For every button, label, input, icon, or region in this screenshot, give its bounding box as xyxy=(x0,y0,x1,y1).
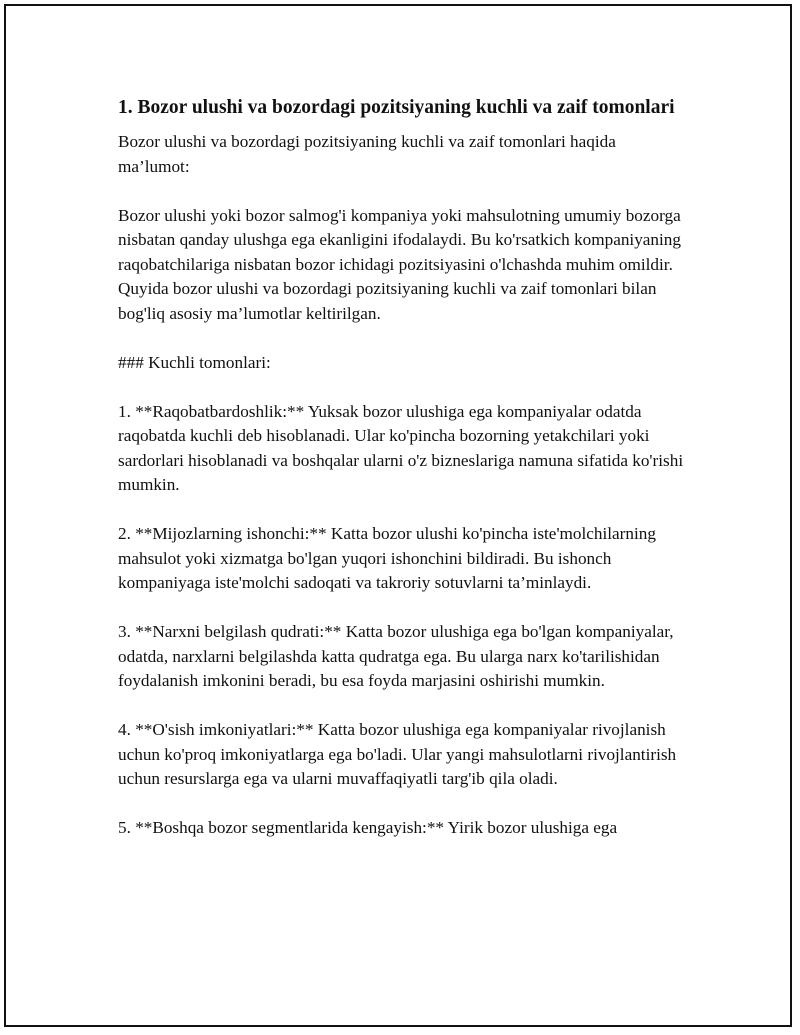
list-item-2: 2. **Mijozlarning ishonchi:** Katta bozor ulushi ko'pincha iste'molchilarning mahsulot yoki xizmatga bo'lgan yuqori ishonchini bildiradi. Bu ishonch kompaniyaga iste'molchi sadoqati va takroriy sotuvlarni ta’minlaydi. xyxy=(118,524,656,592)
list-item-5: 5. **Boshqa bozor segmentlarida kengayish:** Yirik bozor ulushiga ega xyxy=(118,818,618,837)
list-item-4: 4. **O'sish imkoniyatlari:** Katta bozor ulushiga ega kompaniyalar rivojlanish uchun ko'proq imkoniyatlarga ega bo'ladi. Ular yangi mahsulotlarni rivojlantirish uchun resurslarga ega va ularni muvaffaqiyatli targ'ib qila oladi. xyxy=(118,720,677,788)
list-item-3: 3. **Narxni belgilash qudrati:** Katta bozor ulushiga ega bo'lgan kompaniyalar, odatda, narxlarni belgilashda katta qudratga ega. Bu ularga narx ko'tarilishidan foydalanish imkonini beradi, bu esa foyda marjasini oshirishi mumkin. xyxy=(118,622,674,690)
document-title: 1. Bozor ulushi va bozordagi pozitsiyaning kuchli va zaif tomonlari xyxy=(118,97,675,118)
list-item-1: 1. **Raqobatbardoshlik:** Yuksak bozor ulushiga ega kompaniyalar odatda raqobatda kuchli deb hisoblanadi. Ular ko'pincha bozorning yetakchilari yoki sardorlari hisoblanadi va boshqalar ularni o'z bizneslariga namuna sifatida ko'rishi mumkin. xyxy=(118,401,684,494)
definition-paragraph: Bozor ulushi yoki bozor salmog'i kompaniya yoki mahsulotning umumiy bozorga nisbatan qanday ulushga ega ekanligini ifodalaydi. Bu ko'rsatkich kompaniyaning raqobatchilariga nisbatan bozor ichidagi pozitsiyasini o'lchashda muhim omildir. Quyida bozor ulushi va bozordagi pozitsiyaning kuchli va zaif tomonlari bilan bog'liq asosiy ma’lumotlar keltirilgan. xyxy=(118,205,681,323)
section-heading-strengths: ### Kuchli tomonlari: xyxy=(118,352,271,372)
intro-paragraph: Bozor ulushi va bozordagi pozitsiyaning kuchli va zaif tomonlari haqida ma’lumot: xyxy=(118,132,616,176)
document-body xyxy=(118,94,688,865)
